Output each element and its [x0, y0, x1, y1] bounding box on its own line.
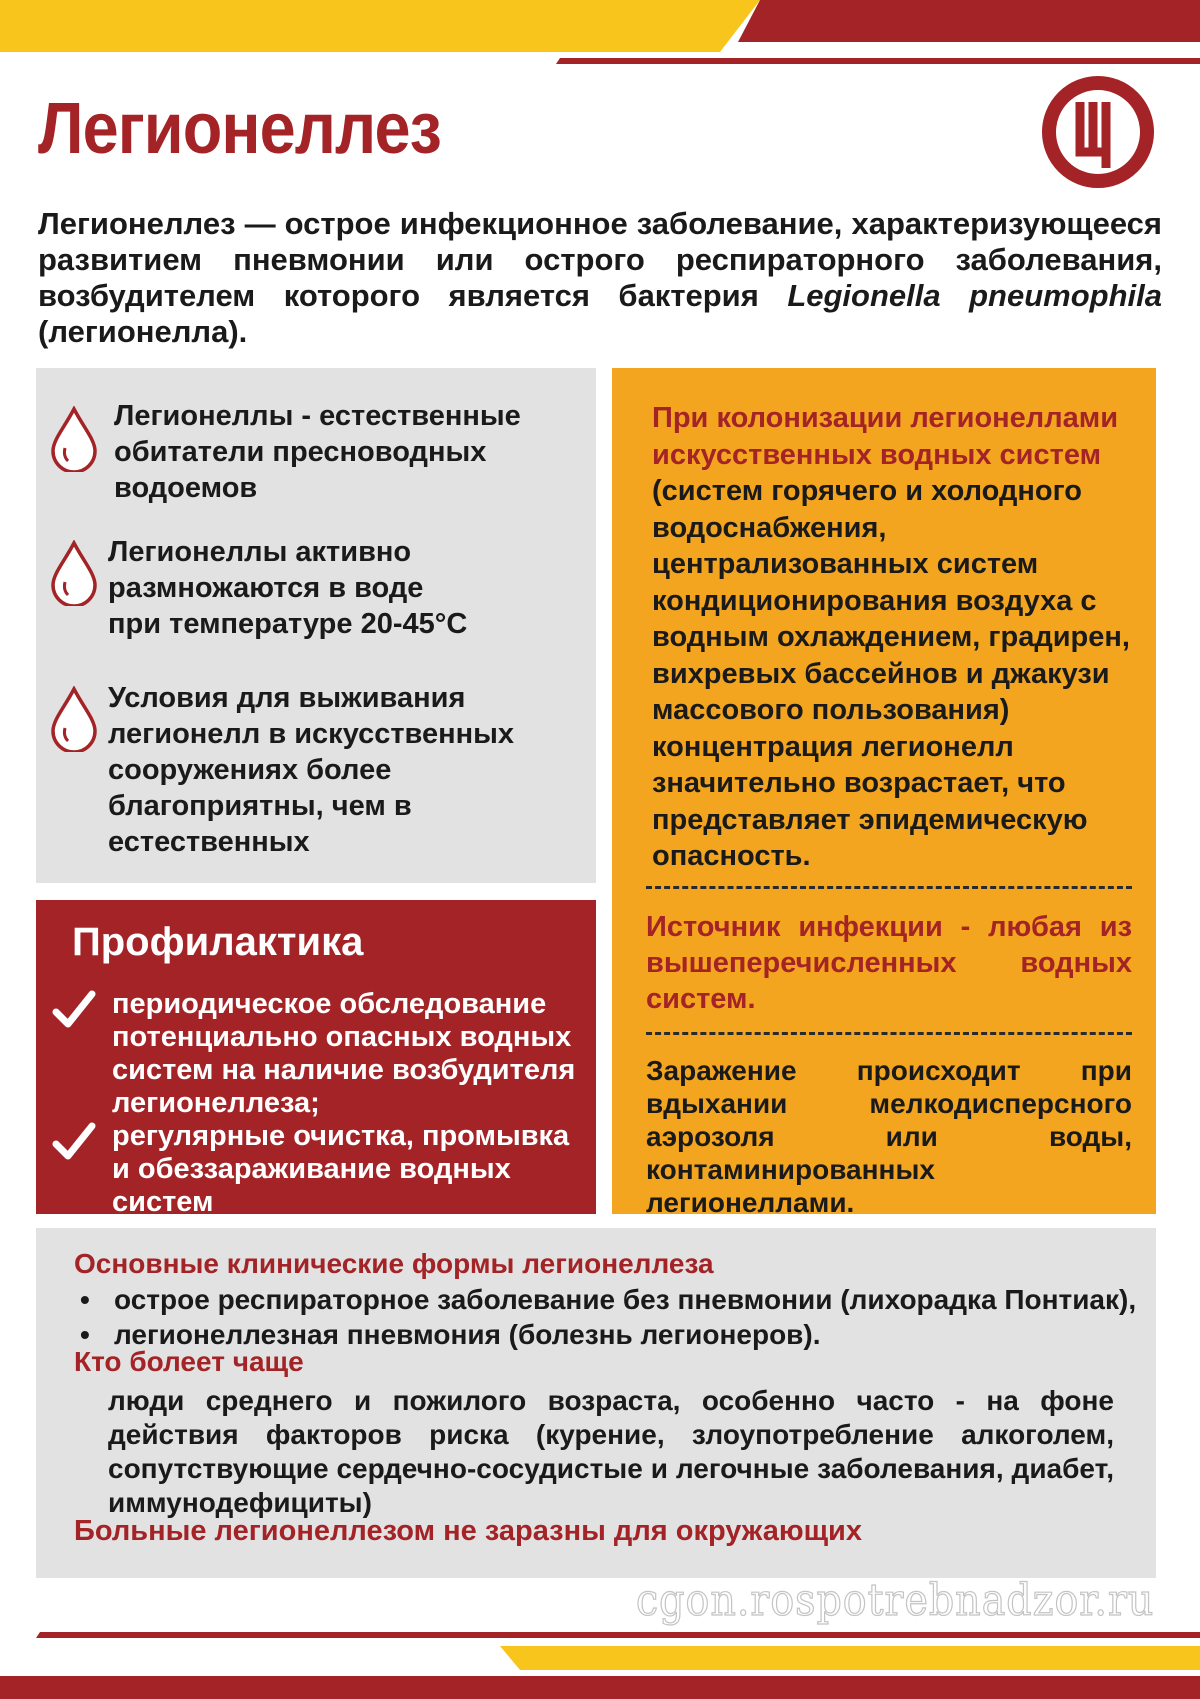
list-item-text: острое респираторное заболевание без пневмонии (лихорадка Понтиак),	[114, 1284, 1137, 1315]
bullet-icon: •	[80, 1284, 90, 1315]
prophylaxis-title: Профилактика	[72, 920, 364, 964]
risk-group-text: люди среднего и пожилого возраста, особенно часто - на фоне действия факторов риска (курение, злоупотребление алкоголем, сопутствующие сердечно-сосудистые и легочные заболевания, диабет, иммунодефициты)	[108, 1385, 1114, 1518]
bottom-decoration	[0, 1620, 1200, 1699]
prophylaxis-panel	[36, 900, 596, 1218]
intro-paragraph	[38, 206, 1162, 350]
colonization-highlight: При колонизации легионеллами искусственных водных систем	[652, 402, 1119, 471]
water-drop-icon	[50, 406, 98, 472]
cgon-logo-icon	[1038, 72, 1158, 192]
top-decoration	[0, 0, 1200, 80]
colonization-panel	[612, 368, 1156, 1218]
watermark: cgon.rospotrebnadzor.ru	[636, 1575, 1155, 1626]
colonization-body: (систем горячего и холодного водоснабжения, централизованных систем кондиционирования воздуха с водным охлаждением, градирен, вихревых бассейнов и джакузи массового пользования) концентрация легионелл значительно возрастает, что представляет эпидемическую опасность.	[652, 475, 1130, 872]
list-item-text: легионеллезная пневмония (болезнь легионеров).	[114, 1319, 821, 1350]
fact-text: Легионеллы - естественные обитатели пресноводных водоемов	[114, 400, 521, 504]
clinical-forms-heading: Основные клинические формы легионеллеза	[74, 1248, 714, 1279]
fact-text: Условия для выживания легионелл в искусственных сооружениях более благоприятны, чем в естественных	[108, 682, 515, 858]
not-contagious-note: Больные легионеллезом не заразны для окружающих	[74, 1515, 863, 1547]
prophylaxis-item: регулярные очистка, промывка и обеззараживание водных систем	[112, 1120, 570, 1218]
page-title: Легионеллез	[38, 89, 441, 169]
species-name: Legionella pneumophila	[787, 278, 1162, 313]
infection-route-text: Заражение происходит при вдыхании мелкодисперсного аэрозоля или воды, контаминированных легионеллами.	[646, 1055, 1132, 1218]
water-drop-icon	[50, 686, 98, 752]
colonization-text	[652, 400, 1132, 875]
clinical-panel	[36, 1228, 1156, 1578]
facts-panel	[36, 368, 596, 883]
water-drop-icon	[50, 540, 98, 606]
risk-group-heading: Кто болеет чаще	[74, 1346, 304, 1377]
intro-text-1: Легионеллез — острое инфекционное заболевание, характеризующееся развитием пневмонии или острого респираторного заболевания, возбудителем которого является бактерия	[38, 206, 1162, 313]
intro-text-2: (легионелла).	[38, 314, 248, 349]
dashed-divider	[646, 1032, 1132, 1035]
checkmark-icon	[52, 1122, 96, 1162]
clinical-forms-list	[74, 1282, 1136, 1352]
dashed-divider	[646, 886, 1132, 889]
checkmark-icon	[52, 990, 96, 1030]
list-item	[74, 1282, 1136, 1317]
fact-text: Легионеллы активно размножаются в воде при температуре 20-45°С	[108, 536, 468, 640]
infection-source-text: Источник инфекции - любая из вышеперечисленных водных систем.	[646, 911, 1132, 1015]
bullet-icon: •	[80, 1319, 90, 1350]
prophylaxis-item: периодическое обследование потенциально опасных водных систем на наличие возбудителя легионеллеза;	[112, 988, 576, 1119]
